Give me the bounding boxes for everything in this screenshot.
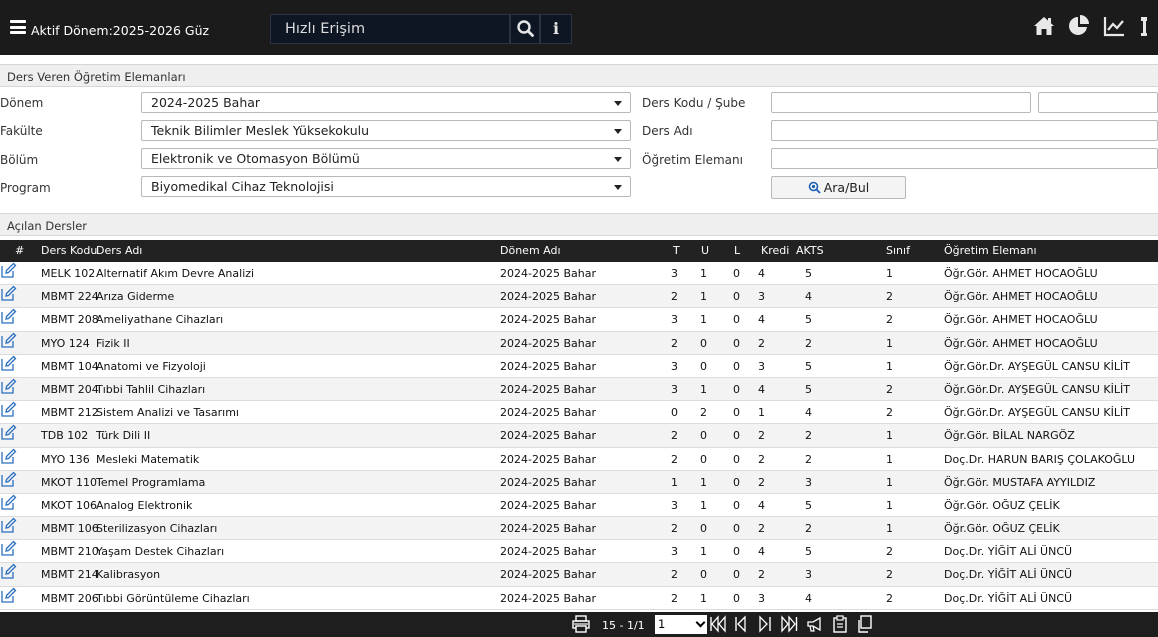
cell-u: 0 (700, 429, 707, 443)
cell-u: 0 (700, 336, 707, 350)
cell-kredi: 3 (758, 290, 765, 304)
table-row[interactable] (0, 378, 1158, 401)
cell-sinif: 1 (886, 522, 893, 536)
chevron-down-icon (696, 618, 706, 628)
cell-u: 1 (700, 267, 707, 280)
cell-kredi: 2 (758, 429, 765, 443)
cell-term: 2024-2025 Bahar (500, 290, 596, 304)
col-t[interactable]: T (673, 244, 680, 257)
cell-ogr: Öğr.Gör. AHMET HOCAOĞLU (944, 336, 1098, 350)
table-row[interactable] (0, 540, 1158, 563)
cell-akts: 5 (805, 545, 812, 559)
ders-adi-label: Ders Adı (642, 124, 693, 138)
edit-icon[interactable] (0, 424, 17, 441)
page-select-value: 1 (658, 617, 666, 631)
cell-term: 2024-2025 Bahar (500, 452, 596, 466)
cell-kredi: 2 (758, 475, 765, 489)
quick-search-button[interactable] (510, 14, 540, 44)
cell-ogr: Doç.Dr. YİĞİT ALİ ÜNCÜ (944, 545, 1073, 559)
hamburger-menu-icon[interactable] (10, 20, 26, 34)
announcement-icon[interactable] (806, 615, 824, 633)
cell-l: 0 (733, 545, 740, 559)
cell-code: MELK 102 (41, 267, 96, 280)
cell-code: MYO 136 (41, 452, 90, 466)
table-row[interactable] (0, 355, 1158, 378)
cell-ogr: Doç.Dr. HARUN BARIŞ ÇOLAKOĞLU (944, 452, 1136, 466)
col-akts[interactable]: AKTS (796, 244, 824, 257)
line-chart-icon[interactable] (1102, 14, 1126, 38)
edit-icon[interactable] (0, 563, 17, 580)
cell-t: 2 (671, 452, 678, 466)
cell-name: Arıza Giderme (96, 290, 175, 304)
cell-sinif: 2 (886, 545, 893, 559)
cell-kredi: 1 (758, 406, 765, 420)
cell-t: 2 (671, 336, 678, 350)
cell-term: 2024-2025 Bahar (500, 568, 596, 582)
cell-u: 1 (700, 290, 707, 304)
program-select[interactable] (141, 176, 631, 197)
cell-t: 3 (671, 382, 678, 396)
cell-kredi: 2 (758, 522, 765, 536)
cell-name: Yaşam Destek Cihazları (96, 545, 225, 559)
table-row[interactable] (0, 563, 1158, 586)
ogretim-elemani-label: Öğretim Elemanı (642, 153, 743, 167)
cell-sinif: 1 (886, 336, 893, 350)
ders-kodu-label: Ders Kodu / Şube (642, 96, 746, 110)
cell-term: 2024-2025 Bahar (500, 522, 596, 536)
cell-ogr: Öğr.Gör. MUSTAFA AYYILDIZ (944, 475, 1096, 489)
col-name[interactable]: Ders Adı (96, 244, 143, 257)
cell-l: 0 (733, 290, 740, 304)
bolum-select[interactable] (141, 148, 631, 169)
cell-name: Türk Dili II (96, 429, 151, 443)
ogretim-elemani-input[interactable] (771, 148, 1158, 169)
cell-kredi: 3 (758, 591, 765, 605)
cell-name: Kalibrasyon (96, 568, 161, 582)
bolum-select-value: Elektronik ve Otomasyon Bölümü (151, 151, 360, 166)
cell-t: 1 (671, 475, 678, 489)
cell-name: Tıbbi Görüntüleme Cihazları (96, 591, 250, 605)
cell-akts: 5 (805, 267, 812, 280)
page-info: 15 - 1/1 (602, 619, 645, 632)
table-row[interactable] (0, 332, 1158, 355)
edit-icon[interactable] (0, 517, 17, 534)
document-icon[interactable] (1138, 14, 1158, 38)
table-row[interactable] (0, 494, 1158, 517)
cell-akts: 2 (805, 336, 812, 350)
courses-panel-title: Açılan Dersler (0, 213, 1158, 236)
cell-t: 2 (671, 568, 678, 582)
cell-name: Sterilizasyon Cihazları (96, 522, 218, 536)
cell-code: MBMT 224 (41, 290, 99, 304)
home-icon[interactable] (1032, 14, 1056, 38)
search-button-label: Ara/Bul (823, 180, 870, 195)
top-bar (0, 0, 1158, 55)
cell-akts: 2 (805, 429, 812, 443)
cell-sinif: 2 (886, 406, 893, 420)
cell-code: MBMT 204 (41, 382, 99, 396)
cell-u: 0 (700, 452, 707, 466)
cell-ogr: Öğr.Gör. OĞUZ ÇELİK (944, 498, 1060, 512)
active-period-label: Aktif Dönem:2025-2026 Güz (31, 23, 210, 38)
cell-l: 0 (733, 313, 740, 327)
cell-akts: 5 (805, 382, 812, 396)
filter-panel-title: Ders Veren Öğretim Elemanları (0, 64, 1158, 87)
edit-icon[interactable] (0, 448, 17, 465)
edit-icon[interactable] (0, 262, 17, 279)
cell-ogr: Doç.Dr. YİĞİT ALİ ÜNCÜ (944, 591, 1073, 605)
cell-u: 0 (700, 522, 707, 536)
search-icon (511, 15, 541, 43)
donem-label: Dönem (0, 96, 44, 110)
cell-code: MBMT 104 (41, 359, 99, 373)
cell-kredi: 2 (758, 452, 765, 466)
cell-term: 2024-2025 Bahar (500, 475, 596, 489)
cell-term: 2024-2025 Bahar (500, 313, 596, 327)
col-l[interactable]: L (734, 244, 741, 257)
cell-l: 0 (733, 568, 740, 582)
cell-term: 2024-2025 Bahar (500, 591, 596, 605)
pie-chart-icon[interactable] (1067, 14, 1091, 38)
cell-t: 2 (671, 290, 678, 304)
edit-icon[interactable] (0, 308, 17, 325)
cell-code: MKOT 110 (41, 475, 97, 489)
cell-u: 1 (700, 382, 707, 396)
cell-term: 2024-2025 Bahar (500, 336, 596, 350)
info-icon: i (552, 19, 560, 38)
col-u[interactable]: U (701, 244, 710, 257)
cell-u: 1 (700, 475, 707, 489)
page-select[interactable] (655, 615, 707, 634)
cell-sinif: 1 (886, 267, 893, 280)
print-icon[interactable] (572, 615, 590, 633)
cell-akts: 3 (805, 475, 812, 489)
cell-akts: 4 (805, 406, 812, 420)
donem-select-value: 2024-2025 Bahar (151, 95, 261, 110)
cell-kredi: 3 (758, 359, 765, 373)
cell-sinif: 2 (886, 290, 893, 304)
col-hash: # (15, 244, 25, 257)
cell-akts: 5 (805, 359, 812, 373)
cell-l: 0 (733, 336, 740, 350)
cell-sinif: 2 (886, 313, 893, 327)
cell-term: 2024-2025 Bahar (500, 267, 596, 280)
cell-akts: 5 (805, 498, 812, 512)
info-button[interactable] (540, 14, 572, 44)
cell-sinif: 2 (886, 591, 893, 605)
ders-adi-input[interactable] (771, 120, 1158, 141)
edit-icon[interactable] (0, 401, 17, 418)
cell-term: 2024-2025 Bahar (500, 545, 596, 559)
cell-u: 2 (700, 406, 707, 420)
cell-l: 0 (733, 591, 740, 605)
cell-name: Fizik II (96, 336, 130, 350)
cell-kredi: 2 (758, 568, 765, 582)
cell-name: Ameliyathane Cihazları (96, 313, 224, 327)
cell-term: 2024-2025 Bahar (500, 406, 596, 420)
quick-access-input[interactable]: Hızlı Erişim (270, 14, 510, 44)
edit-icon[interactable] (0, 540, 17, 557)
cell-l: 0 (733, 429, 740, 443)
edit-icon[interactable] (0, 494, 17, 511)
pagination-bar (0, 612, 1158, 637)
cell-t: 3 (671, 545, 678, 559)
cell-term: 2024-2025 Bahar (500, 429, 596, 443)
chevron-down-icon (614, 129, 622, 134)
cell-t: 2 (671, 591, 678, 605)
table-row[interactable] (0, 517, 1158, 540)
program-label: Program (0, 181, 51, 195)
first-page-icon[interactable] (709, 615, 727, 633)
next-page-icon[interactable] (756, 615, 774, 633)
cell-sinif: 2 (886, 568, 893, 582)
program-select-value: Biyomedikal Cihaz Teknolojisi (151, 179, 334, 194)
cell-sinif: 1 (886, 498, 893, 512)
table-body (0, 262, 1158, 610)
cell-code: TDB 102 (41, 429, 89, 443)
cell-ogr: Öğr.Gör. OĞUZ ÇELİK (944, 522, 1060, 536)
cell-t: 3 (671, 267, 678, 280)
table-row[interactable] (0, 308, 1158, 331)
cell-l: 0 (733, 406, 740, 420)
cell-code: MKOT 106 (41, 498, 97, 512)
cell-l: 0 (733, 475, 740, 489)
cell-kredi: 2 (758, 336, 765, 350)
cell-code: MBMT 212 (41, 406, 99, 420)
cell-code: MBMT 208 (41, 313, 99, 327)
cell-name: Sistem Analizi ve Tasarımı (96, 406, 239, 420)
cell-u: 0 (700, 568, 707, 582)
edit-icon[interactable] (0, 355, 17, 372)
cell-u: 0 (700, 359, 707, 373)
cell-kredi: 4 (758, 267, 765, 280)
col-term[interactable]: Dönem Adı (500, 244, 561, 257)
cell-name: Mesleki Matematik (96, 452, 200, 466)
cell-akts: 2 (805, 522, 812, 536)
cell-t: 2 (671, 522, 678, 536)
cell-name: Alternatif Akım Devre Analizi (96, 267, 255, 280)
cell-t: 3 (671, 313, 678, 327)
col-ogretim-elemani[interactable]: Öğretim Elemanı (944, 244, 1037, 257)
chevron-down-icon (614, 157, 622, 162)
cell-akts: 2 (805, 452, 812, 466)
cell-l: 0 (733, 359, 740, 373)
previous-page-icon[interactable] (732, 615, 750, 633)
cell-kredi: 4 (758, 382, 765, 396)
fakulte-label: Fakülte (0, 124, 43, 138)
table-row[interactable] (0, 424, 1158, 447)
cell-ogr: Öğr.Gör.Dr. AYŞEGÜL CANSU KİLİT (944, 406, 1130, 420)
chevron-down-icon (614, 101, 622, 106)
donem-select[interactable] (141, 92, 631, 113)
cell-name: Temel Programlama (96, 475, 206, 489)
sube-input[interactable] (1038, 92, 1158, 113)
cell-ogr: Öğr.Gör. AHMET HOCAOĞLU (944, 313, 1098, 327)
table-row[interactable] (0, 587, 1158, 610)
cell-name: Tıbbi Tahlil Cihazları (96, 382, 206, 396)
edit-icon[interactable] (0, 285, 17, 302)
table-row[interactable] (0, 285, 1158, 308)
cell-akts: 4 (805, 591, 812, 605)
cell-akts: 4 (805, 290, 812, 304)
cell-akts: 3 (805, 568, 812, 582)
cell-l: 0 (733, 267, 740, 280)
cell-ogr: Öğr.Gör.Dr. AYŞEGÜL CANSU KİLİT (944, 382, 1130, 396)
cell-name: Anatomi ve Fizyoloji (96, 359, 206, 373)
ders-kodu-input[interactable] (771, 92, 1031, 113)
cell-akts: 5 (805, 313, 812, 327)
cell-t: 0 (671, 406, 678, 420)
table-row[interactable] (0, 448, 1158, 471)
table-row[interactable] (0, 401, 1158, 424)
table-header (0, 240, 1158, 262)
cell-t: 3 (671, 498, 678, 512)
cell-u: 1 (700, 591, 707, 605)
edit-icon[interactable] (0, 471, 17, 488)
cell-sinif: 1 (886, 475, 893, 489)
table-row[interactable] (0, 262, 1158, 285)
cell-term: 2024-2025 Bahar (500, 382, 596, 396)
cell-sinif: 1 (886, 452, 893, 466)
cell-u: 1 (700, 545, 707, 559)
cell-u: 1 (700, 313, 707, 327)
cell-l: 0 (733, 452, 740, 466)
cell-t: 3 (671, 359, 678, 373)
fakulte-select[interactable] (141, 120, 631, 141)
fakulte-select-value: Teknik Bilimler Meslek Yüksekokulu (151, 123, 370, 138)
cell-ogr: Öğr.Gör.Dr. AYŞEGÜL CANSU KİLİT (944, 359, 1130, 373)
cell-ogr: Öğr.Gör. AHMET HOCAOĞLU (944, 267, 1098, 280)
cell-code: MBMT 206 (41, 591, 99, 605)
cell-ogr: Doç.Dr. YİĞİT ALİ ÜNCÜ (944, 568, 1073, 582)
cell-name: Analog Elektronik (96, 498, 193, 512)
copy-icon[interactable] (856, 615, 874, 633)
cell-ogr: Öğr.Gör. AHMET HOCAOĞLU (944, 290, 1098, 304)
magnify-icon (808, 181, 821, 194)
bolum-label: Bölüm (0, 153, 39, 167)
cell-t: 2 (671, 429, 678, 443)
chevron-down-icon (614, 185, 622, 190)
edit-icon[interactable] (0, 587, 17, 604)
cell-code: MBMT 214 (41, 568, 99, 582)
search-button[interactable] (771, 176, 906, 199)
table-row[interactable] (0, 471, 1158, 494)
cell-u: 1 (700, 498, 707, 512)
cell-l: 0 (733, 522, 740, 536)
cell-code: MBMT 106 (41, 522, 99, 536)
cell-ogr: Öğr.Gör. BİLAL NARGÖZ (944, 429, 1075, 443)
cell-kredi: 4 (758, 498, 765, 512)
cell-sinif: 1 (886, 359, 893, 373)
col-sinif[interactable]: Sınıf (886, 244, 910, 257)
clipboard-icon[interactable] (831, 615, 849, 633)
edit-icon[interactable] (0, 378, 17, 395)
cell-code: MBMT 210 (41, 545, 99, 559)
col-kredi[interactable]: Kredi (761, 244, 790, 257)
cell-kredi: 4 (758, 313, 765, 327)
edit-icon[interactable] (0, 332, 17, 349)
cell-term: 2024-2025 Bahar (500, 498, 596, 512)
cell-term: 2024-2025 Bahar (500, 359, 596, 373)
cell-l: 0 (733, 498, 740, 512)
col-code[interactable]: Ders Kodu (41, 244, 98, 257)
cell-kredi: 4 (758, 545, 765, 559)
cell-code: MYO 124 (41, 336, 90, 350)
cell-l: 0 (733, 382, 740, 396)
cell-sinif: 2 (886, 382, 893, 396)
last-page-icon[interactable] (780, 615, 798, 633)
cell-sinif: 1 (886, 429, 893, 443)
